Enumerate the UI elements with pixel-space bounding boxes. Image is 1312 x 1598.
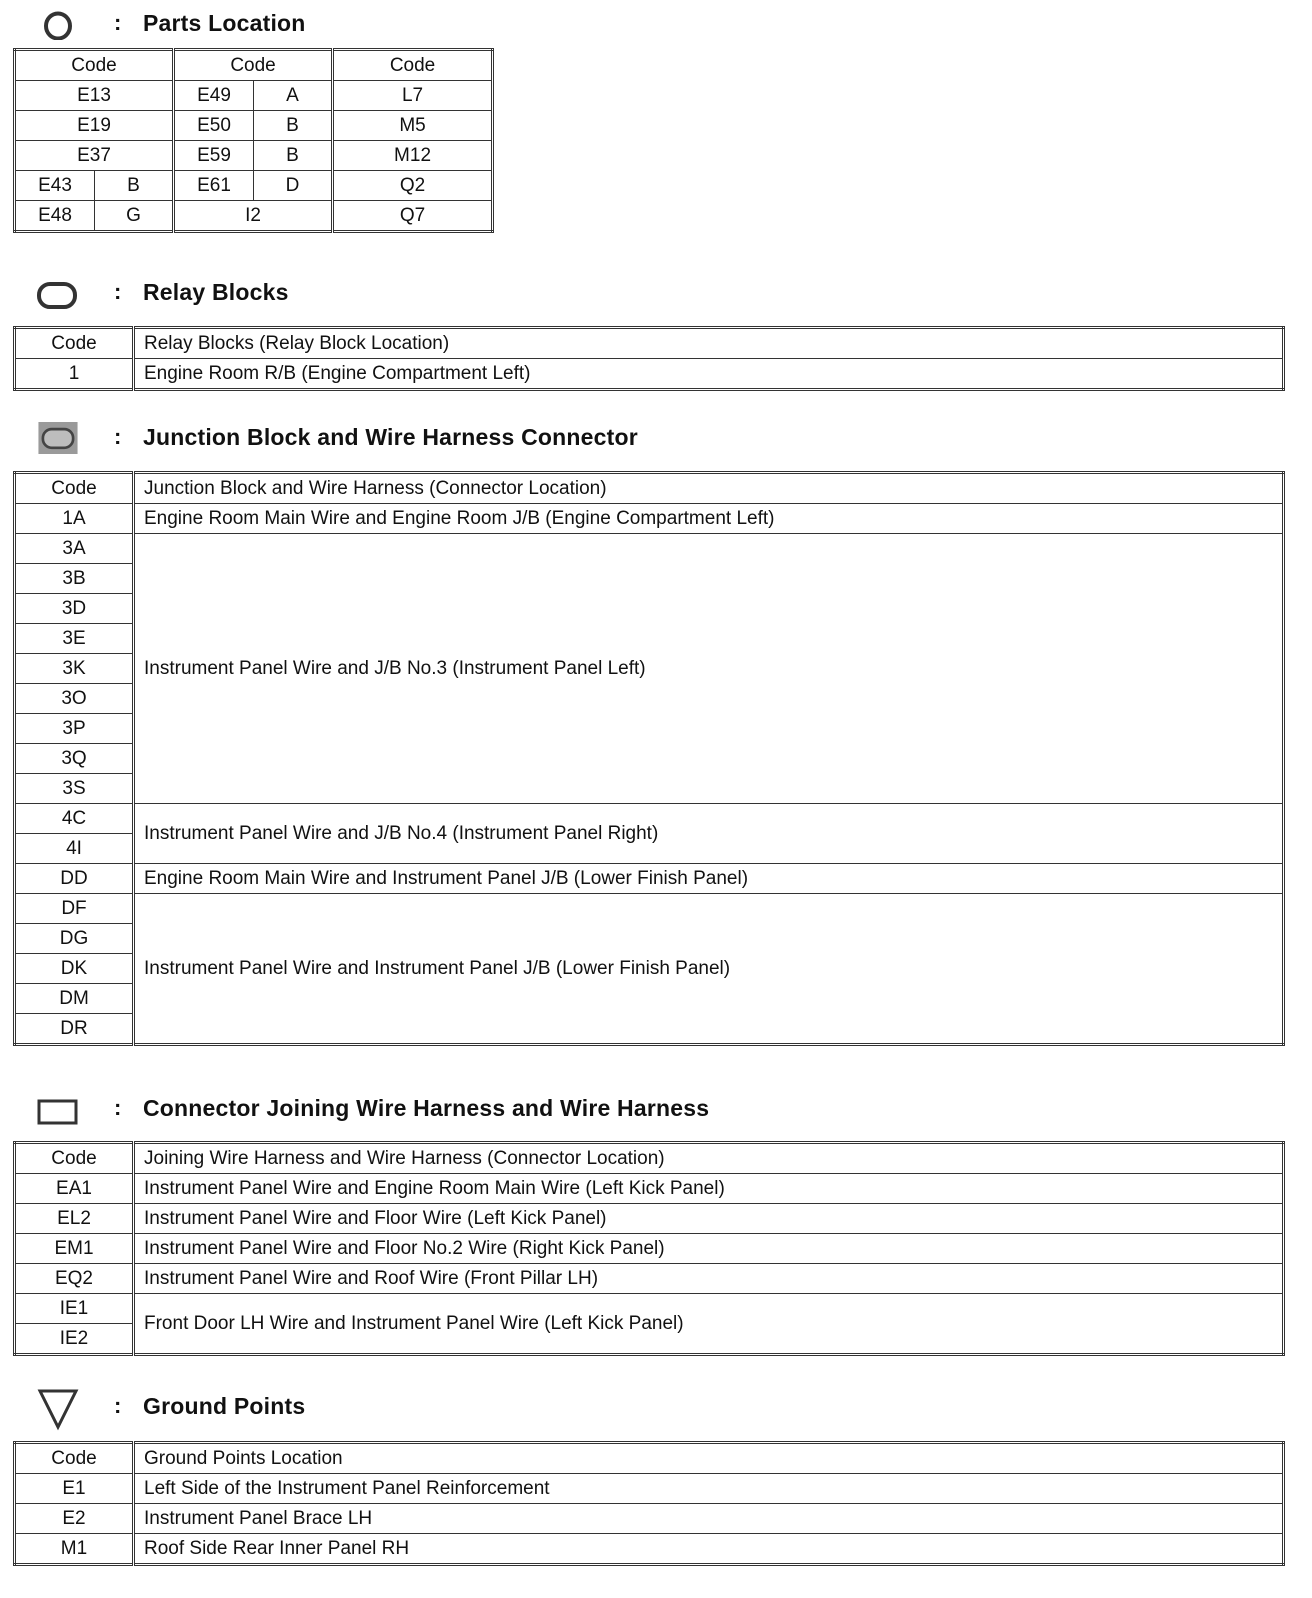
description-cell: Instrument Panel Wire and Instrument Panel J/B (Lower Finish Panel) [134, 894, 1284, 1045]
code-cell: DG [15, 924, 134, 954]
header-cell: Ground Points Location [134, 1443, 1284, 1474]
colon: : [114, 279, 122, 304]
code-cell: 3A [15, 534, 134, 564]
code-cell: Q7 [333, 201, 493, 232]
code-cell: 3D [15, 594, 134, 624]
code-cell: DK [15, 954, 134, 984]
code-cell: 3K [15, 654, 134, 684]
parts-location-table [13, 48, 494, 233]
table-row [15, 1204, 1284, 1234]
header-cell: Relay Blocks (Relay Block Location) [134, 328, 1284, 359]
table-row [15, 894, 1284, 924]
code-cell: 3E [15, 624, 134, 654]
code-cell: IE2 [15, 1324, 134, 1355]
description-cell: Engine Room Main Wire and Engine Room J/B (Engine Compartment Left) [134, 504, 1284, 534]
code-cell: 3P [15, 714, 134, 744]
rectangle-symbol-icon [36, 1093, 80, 1125]
code-cell: DR [15, 1014, 134, 1045]
code-cell: M1 [15, 1534, 134, 1565]
variant-cell: B [254, 141, 333, 171]
code-cell: DD [15, 864, 134, 894]
header-cell: Code [333, 50, 493, 81]
junction-block-heading [0, 418, 1312, 454]
code-cell: 1 [15, 359, 134, 390]
table-row [15, 1474, 1284, 1504]
code-cell: E50 [174, 111, 254, 141]
table-row [15, 1504, 1284, 1534]
code-cell: Q2 [333, 171, 493, 201]
colon: : [114, 424, 122, 449]
code-cell: E48 [15, 201, 95, 232]
code-cell: 3S [15, 774, 134, 804]
description-cell: Instrument Panel Wire and Floor Wire (Left Kick Panel) [134, 1204, 1284, 1234]
description-cell: Left Side of the Instrument Panel Reinforcement [134, 1474, 1284, 1504]
code-cell: E2 [15, 1504, 134, 1534]
relay-blocks-table [13, 326, 1285, 391]
table-row [15, 864, 1284, 894]
description-cell: Instrument Panel Brace LH [134, 1504, 1284, 1534]
table-row [15, 201, 493, 232]
code-cell: E49 [174, 81, 254, 111]
description-cell: Front Door LH Wire and Instrument Panel Wire (Left Kick Panel) [134, 1294, 1284, 1355]
shaded-rounded-rect-symbol-icon [36, 422, 80, 454]
header-cell: Junction Block and Wire Harness (Connector Location) [134, 473, 1284, 504]
table-row [15, 171, 493, 201]
colon: : [114, 10, 122, 35]
code-cell: EA1 [15, 1174, 134, 1204]
table-row [15, 1294, 1284, 1324]
table-header-row [15, 473, 1284, 504]
table-row [15, 1174, 1284, 1204]
variant-cell: B [254, 111, 333, 141]
table-header-row [15, 50, 493, 81]
table-row [15, 81, 493, 111]
colon: : [114, 1095, 122, 1120]
section-title: Junction Block and Wire Harness Connector [143, 424, 638, 450]
section-title: Connector Joining Wire Harness and Wire Harness [143, 1095, 710, 1121]
header-cell: Code [15, 328, 134, 359]
junction-block-table [13, 471, 1285, 1046]
description-cell: Roof Side Rear Inner Panel RH [134, 1534, 1284, 1565]
description-cell: Instrument Panel Wire and J/B No.4 (Instrument Panel Right) [134, 804, 1284, 864]
code-cell: DM [15, 984, 134, 1014]
code-cell: IE1 [15, 1294, 134, 1324]
table-row [15, 804, 1284, 834]
code-cell: M5 [333, 111, 493, 141]
section-title: Parts Location [143, 10, 306, 36]
table-row [15, 111, 493, 141]
variant-cell: B [95, 171, 174, 201]
relay-blocks-heading [0, 273, 1312, 309]
header-cell: Code [174, 50, 333, 81]
code-cell: 4I [15, 834, 134, 864]
code-cell: EM1 [15, 1234, 134, 1264]
connector-table [13, 1141, 1285, 1356]
table-row [15, 1264, 1284, 1294]
code-cell: 3O [15, 684, 134, 714]
connector-heading [0, 1089, 1312, 1125]
code-cell: E61 [174, 171, 254, 201]
table-row [15, 504, 1284, 534]
code-cell: 1A [15, 504, 134, 534]
variant-cell: D [254, 171, 333, 201]
description-cell: Instrument Panel Wire and Roof Wire (Front Pillar LH) [134, 1264, 1284, 1294]
code-cell: E37 [15, 141, 174, 171]
code-cell: 3Q [15, 744, 134, 774]
description-cell: Instrument Panel Wire and J/B No.3 (Instrument Panel Left) [134, 534, 1284, 804]
code-cell: EQ2 [15, 1264, 134, 1294]
variant-cell: A [254, 81, 333, 111]
description-cell: Engine Room R/B (Engine Compartment Left) [134, 359, 1284, 390]
ground-points-heading [0, 1387, 1312, 1423]
table-header-row [15, 328, 1284, 359]
code-cell: 4C [15, 804, 134, 834]
code-cell: E43 [15, 171, 95, 201]
table-row [15, 141, 493, 171]
description-cell: Instrument Panel Wire and Engine Room Main Wire (Left Kick Panel) [134, 1174, 1284, 1204]
table-header-row [15, 1443, 1284, 1474]
colon: : [114, 1393, 122, 1418]
section-title: Relay Blocks [143, 279, 289, 305]
header-cell: Code [15, 1143, 134, 1174]
table-row [15, 1234, 1284, 1264]
code-cell: M12 [333, 141, 493, 171]
header-cell: Code [15, 473, 134, 504]
code-cell: E13 [15, 81, 174, 111]
table-header-row [15, 1143, 1284, 1174]
code-cell: DF [15, 894, 134, 924]
code-cell: E1 [15, 1474, 134, 1504]
triangle-symbol-icon [36, 1387, 80, 1431]
code-cell: I2 [174, 201, 333, 232]
variant-cell: G [95, 201, 174, 232]
table-row [15, 534, 1284, 564]
code-cell: E19 [15, 111, 174, 141]
code-cell: 3B [15, 564, 134, 594]
header-cell: Code [15, 50, 174, 81]
parts-location-heading [0, 4, 1312, 40]
circle-symbol-icon [36, 8, 80, 40]
section-title: Ground Points [143, 1393, 306, 1419]
header-cell: Code [15, 1443, 134, 1474]
table-row [15, 1534, 1284, 1565]
description-cell: Engine Room Main Wire and Instrument Panel J/B (Lower Finish Panel) [134, 864, 1284, 894]
ground-points-table [13, 1441, 1285, 1566]
table-row [15, 359, 1284, 390]
header-cell: Joining Wire Harness and Wire Harness (Connector Location) [134, 1143, 1284, 1174]
code-cell: EL2 [15, 1204, 134, 1234]
rounded-rect-symbol-icon [36, 277, 80, 309]
description-cell: Instrument Panel Wire and Floor No.2 Wire (Right Kick Panel) [134, 1234, 1284, 1264]
code-cell: L7 [333, 81, 493, 111]
code-cell: E59 [174, 141, 254, 171]
